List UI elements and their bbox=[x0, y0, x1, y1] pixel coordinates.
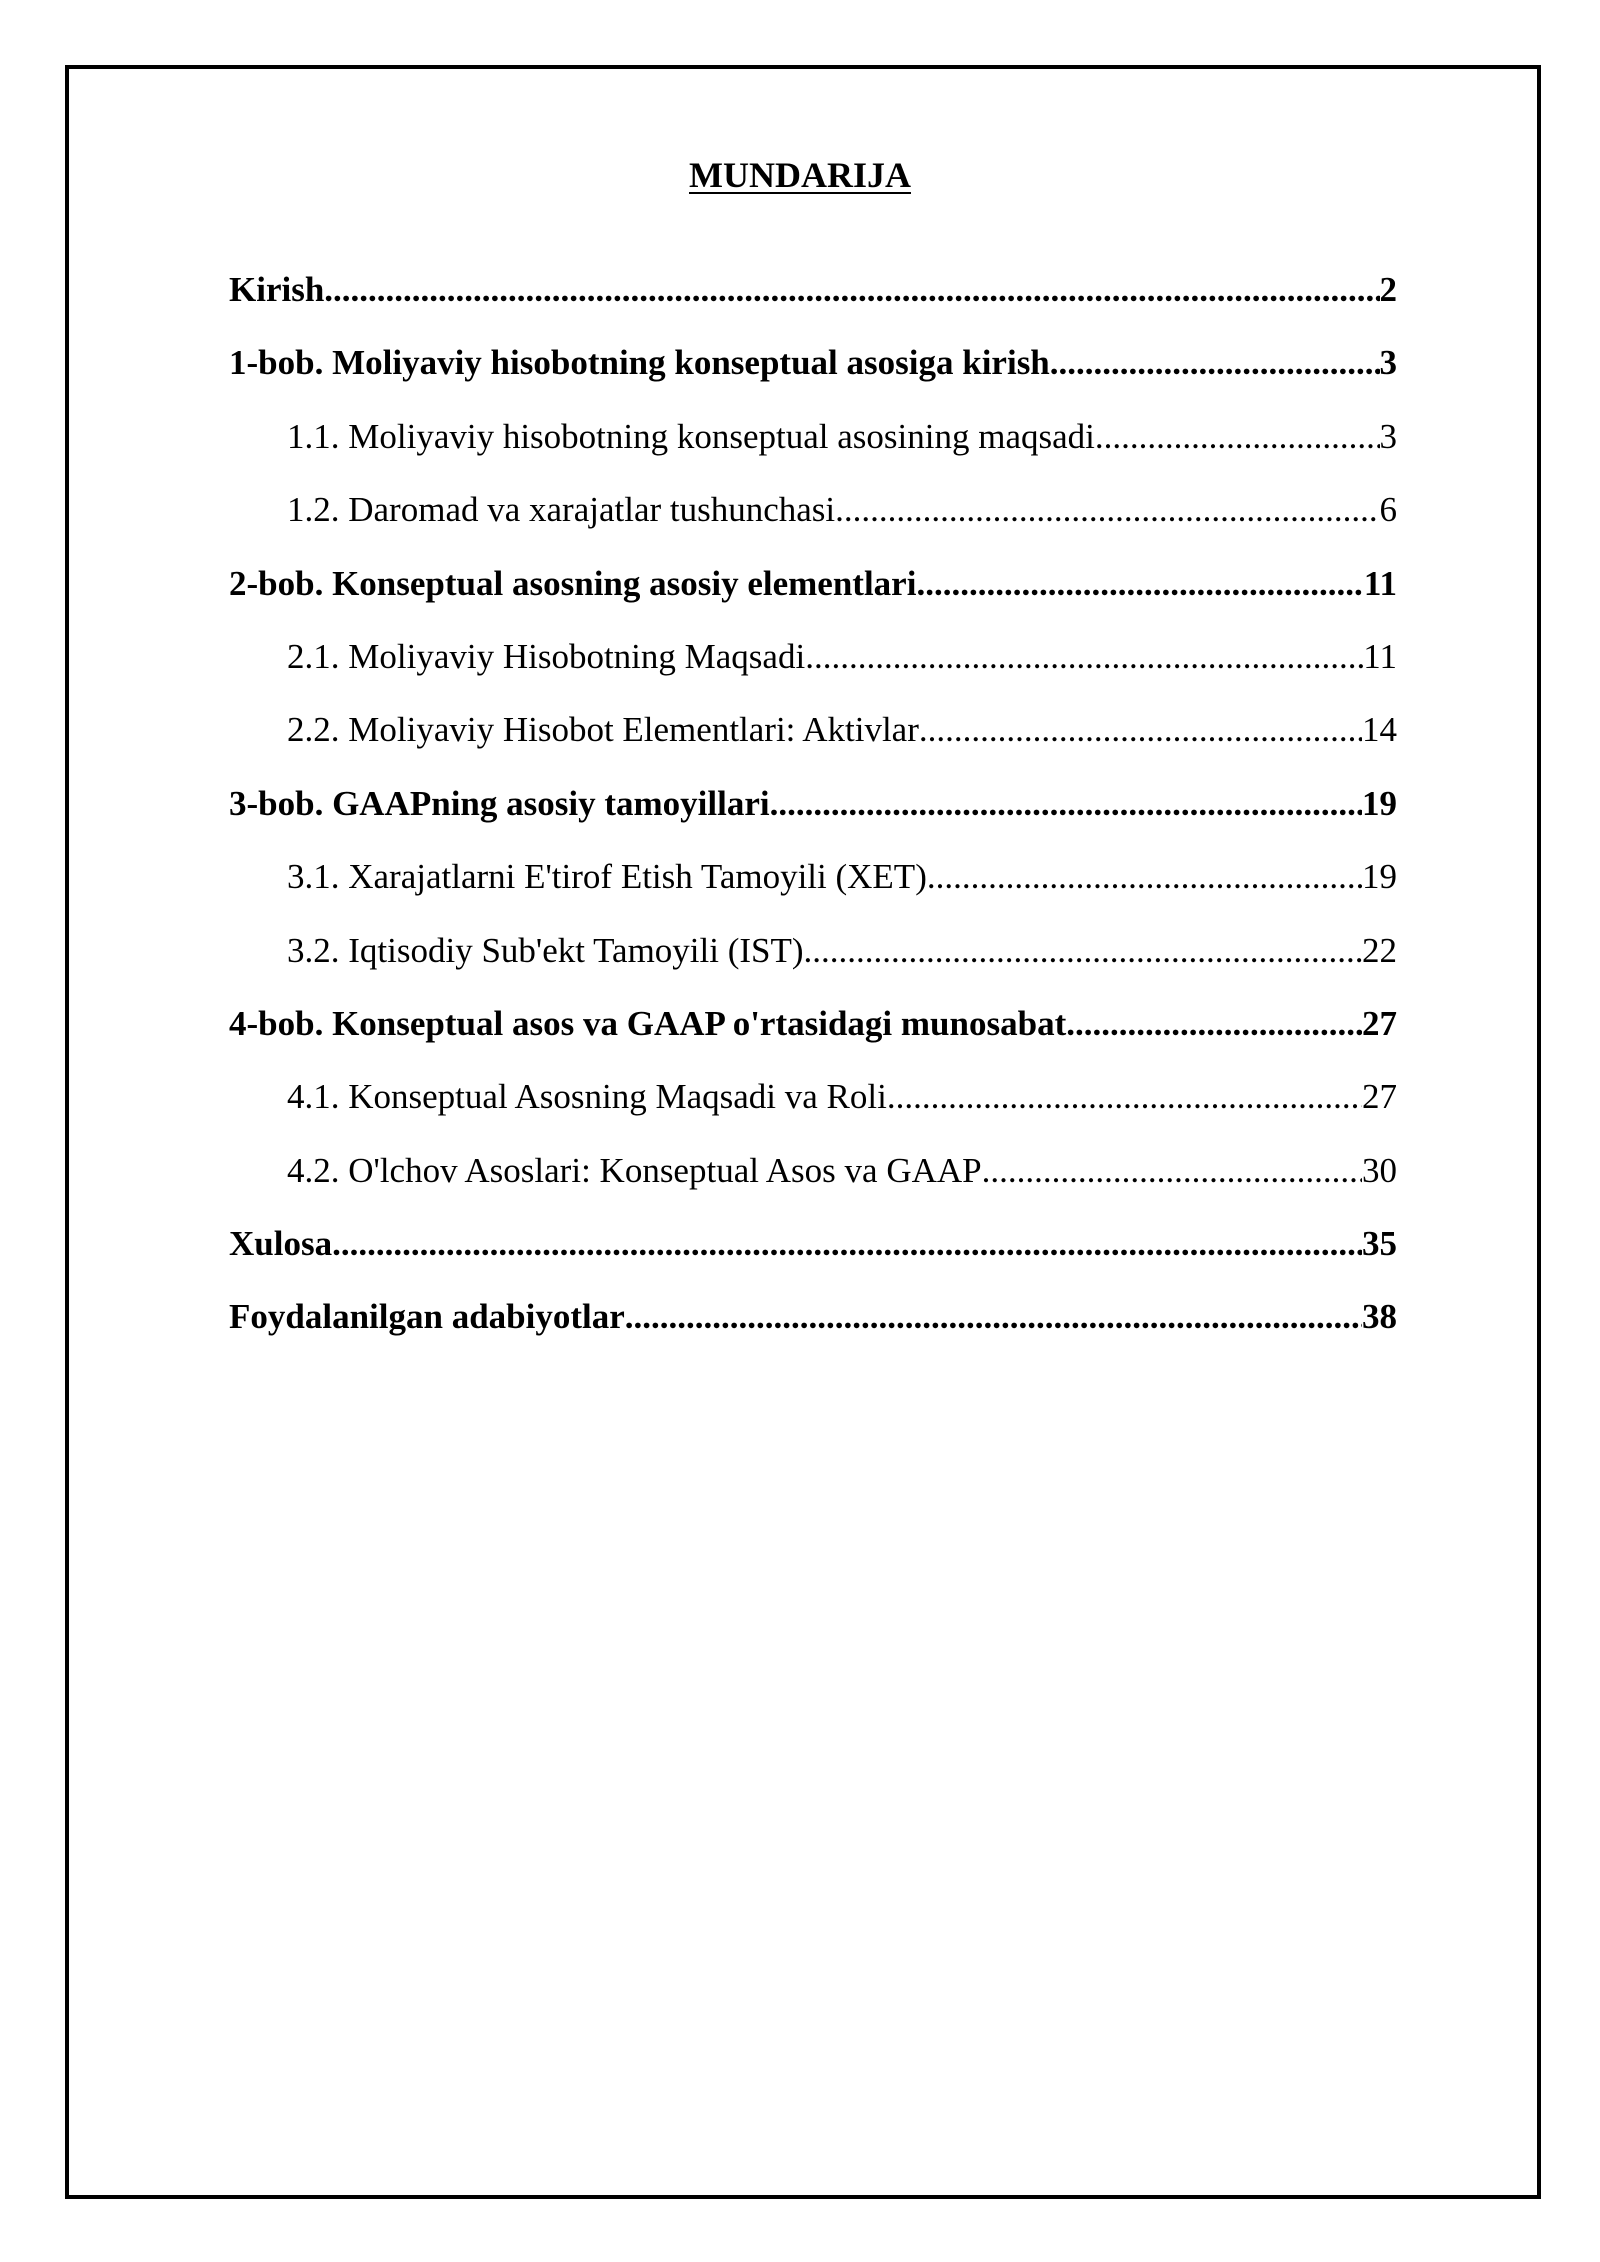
toc-entry-section-1-2[interactable] bbox=[229, 488, 1397, 561]
toc-entry-section-3-1[interactable] bbox=[229, 855, 1397, 928]
toc-entry-label: Foydalanilgan adabiyotlar bbox=[229, 1297, 625, 1337]
toc-entry-label: 1-bob. Moliyaviy hisobotning konseptual asosiga kirish bbox=[229, 343, 1050, 383]
toc-dot-leader bbox=[625, 1295, 1362, 1339]
toc-dot-leader bbox=[804, 929, 1362, 973]
toc-entry-chapter-4[interactable] bbox=[229, 1002, 1397, 1075]
toc-title bbox=[0, 153, 1600, 197]
toc-entry-label: 3.2. Iqtisodiy Sub'ekt Tamoyili (IST) bbox=[287, 930, 804, 970]
toc-entry-section-4-2[interactable] bbox=[229, 1149, 1397, 1222]
toc-entry-page: 2 bbox=[1379, 270, 1397, 309]
toc-entry-page: 11 bbox=[1363, 563, 1397, 603]
toc-entry-page: 27 bbox=[1362, 1003, 1397, 1043]
toc-dot-leader bbox=[324, 268, 1379, 312]
toc-entry-label: 2.1. Moliyaviy Hisobotning Maqsadi bbox=[287, 636, 806, 676]
toc-entry-label: 4.1. Konseptual Asosning Maqsadi va Roli bbox=[287, 1077, 887, 1117]
toc-entry-label: Xulosa bbox=[229, 1224, 333, 1264]
toc-entry-section-2-2[interactable] bbox=[229, 708, 1397, 781]
toc-dot-leader bbox=[916, 562, 1363, 606]
toc-entry-adabiyotlar[interactable] bbox=[229, 1295, 1397, 1368]
toc-dot-leader bbox=[887, 1075, 1362, 1119]
toc-entry-chapter-1[interactable] bbox=[229, 341, 1397, 414]
toc-entry-label: 4-bob. Konseptual asos va GAAP o'rtasidagi munosabat bbox=[229, 1003, 1067, 1043]
toc-entry-page: 19 bbox=[1362, 783, 1397, 823]
toc-entry-page: 3 bbox=[1379, 416, 1397, 456]
toc-dot-leader bbox=[1095, 415, 1380, 459]
toc-dot-leader bbox=[332, 1222, 1362, 1266]
toc-entry-page: 30 bbox=[1362, 1150, 1397, 1190]
toc-entry-chapter-3[interactable] bbox=[229, 782, 1397, 855]
toc-entry-label: 3-bob. GAAPning asosiy tamoyillari bbox=[229, 783, 770, 823]
toc-entry-page: 22 bbox=[1362, 930, 1397, 970]
toc-entry-section-3-2[interactable] bbox=[229, 929, 1397, 1002]
toc-dot-leader bbox=[805, 635, 1363, 679]
toc-entry-page: 35 bbox=[1362, 1224, 1397, 1264]
toc-dot-leader bbox=[1066, 1002, 1362, 1046]
toc-entry-page: 38 bbox=[1362, 1297, 1397, 1337]
toc-entry-xulosa[interactable] bbox=[229, 1222, 1397, 1295]
toc-entry-section-2-1[interactable] bbox=[229, 635, 1397, 708]
toc-dot-leader bbox=[982, 1149, 1362, 1193]
toc-entry-section-4-1[interactable] bbox=[229, 1075, 1397, 1148]
toc-entry-section-1-1[interactable] bbox=[229, 415, 1397, 488]
toc-entry-page: 6 bbox=[1379, 490, 1397, 530]
table-of-contents bbox=[229, 268, 1397, 1369]
toc-dot-leader bbox=[919, 708, 1362, 752]
toc-title-text: MUNDARIJA bbox=[689, 155, 911, 195]
toc-entry-label: 1.1. Moliyaviy hisobotning konseptual asosining maqsadi bbox=[287, 416, 1095, 456]
toc-entry-label: 2.2. Moliyaviy Hisobot Elementlari: Aktivlar bbox=[287, 710, 919, 750]
toc-entry-page: 14 bbox=[1362, 710, 1397, 750]
toc-entry-label: 1.2. Daromad va xarajatlar tushunchasi bbox=[287, 490, 836, 530]
toc-entry-chapter-2[interactable] bbox=[229, 562, 1397, 635]
toc-entry-label: 3.1. Xarajatlarni E'tirof Etish Tamoyili (XET) bbox=[287, 857, 927, 897]
toc-entry-page: 3 bbox=[1379, 343, 1397, 383]
toc-entry-label: 4.2. O'lchov Asoslari: Konseptual Asos va GAAP bbox=[287, 1150, 982, 1190]
toc-entry-page: 19 bbox=[1362, 857, 1397, 897]
toc-entry-page: 27 bbox=[1362, 1077, 1397, 1117]
toc-dot-leader bbox=[1050, 341, 1380, 385]
toc-entry-label: 2-bob. Konseptual asosning asosiy elementlari bbox=[229, 563, 917, 603]
toc-dot-leader bbox=[770, 782, 1362, 826]
toc-dot-leader bbox=[835, 488, 1379, 532]
toc-entry-page: 11 bbox=[1363, 636, 1397, 676]
toc-entry-label: Kirish bbox=[229, 270, 325, 309]
toc-dot-leader bbox=[927, 855, 1362, 899]
toc-entry-kirish[interactable] bbox=[229, 268, 1397, 341]
